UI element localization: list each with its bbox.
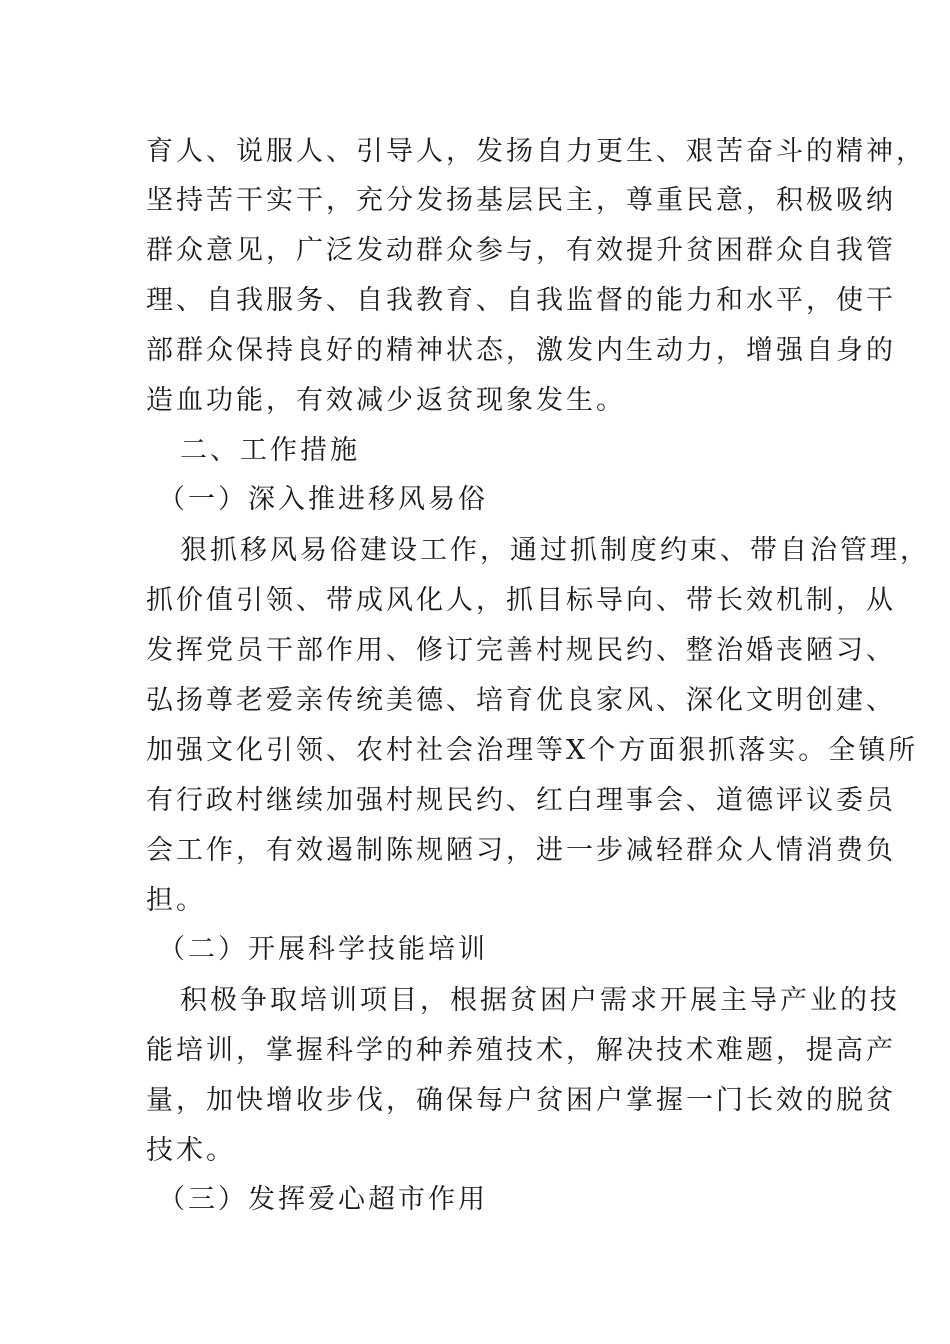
paragraph-line: 弘扬尊老爱亲传统美德、培育优良家风、深化文明创建、 [146, 685, 896, 716]
subsection-heading: （一）深入推进移风易俗 [158, 484, 488, 515]
paragraph-line: 抓价值引领、带成风化人，抓目标导向、带长效机制，从 [146, 585, 896, 616]
paragraph-line: 量，加快增收步伐，确保每户贫困户掌握一门长效的脱贫 [146, 1085, 896, 1116]
paragraph-line: 担。 [146, 885, 206, 916]
paragraph-line: 群众意见，广泛发动群众参与，有效提升贫困群众自我管 [146, 235, 896, 266]
paragraph-line: 有行政村继续加强村规民约、红白理事会、道德评议委员 [146, 785, 896, 816]
paragraph-line: 能培训，掌握科学的种养殖技术，解决技术难题，提高产 [146, 1035, 896, 1066]
paragraph-line: 狠抓移风易俗建设工作，通过抓制度约束、带自治管理， [180, 535, 930, 566]
paragraph-line: 坚持苦干实干，充分发扬基层民主，尊重民意，积极吸纳 [146, 185, 896, 216]
paragraph-line: 积极争取培训项目，根据贫困户需求开展主导产业的技 [180, 985, 900, 1016]
subsection-heading: （二）开展科学技能培训 [158, 934, 488, 965]
section-heading: 二、工作措施 [180, 435, 360, 466]
paragraph-line: 育人、说服人、引导人，发扬自力更生、艰苦奋斗的精神， [146, 136, 926, 167]
paragraph-line: 理、自我服务、自我教育、自我监督的能力和水平，使干 [146, 285, 896, 316]
subsection-heading: （三）发挥爱心超市作用 [158, 1184, 488, 1215]
paragraph-line: 会工作，有效遏制陈规陋习，进一步减轻群众人情消费负 [146, 835, 896, 866]
paragraph-line: 加强文化引领、农村社会治理等X个方面狠抓落实。全镇所 [146, 735, 919, 766]
paragraph-line: 部群众保持良好的精神状态，激发内生动力，增强自身的 [146, 335, 896, 366]
paragraph-line: 发挥党员干部作用、修订完善村规民约、整治婚丧陋习、 [146, 635, 896, 666]
paragraph-line: 造血功能，有效减少返贫现象发生。 [146, 385, 626, 416]
paragraph-line: 技术。 [146, 1135, 236, 1166]
